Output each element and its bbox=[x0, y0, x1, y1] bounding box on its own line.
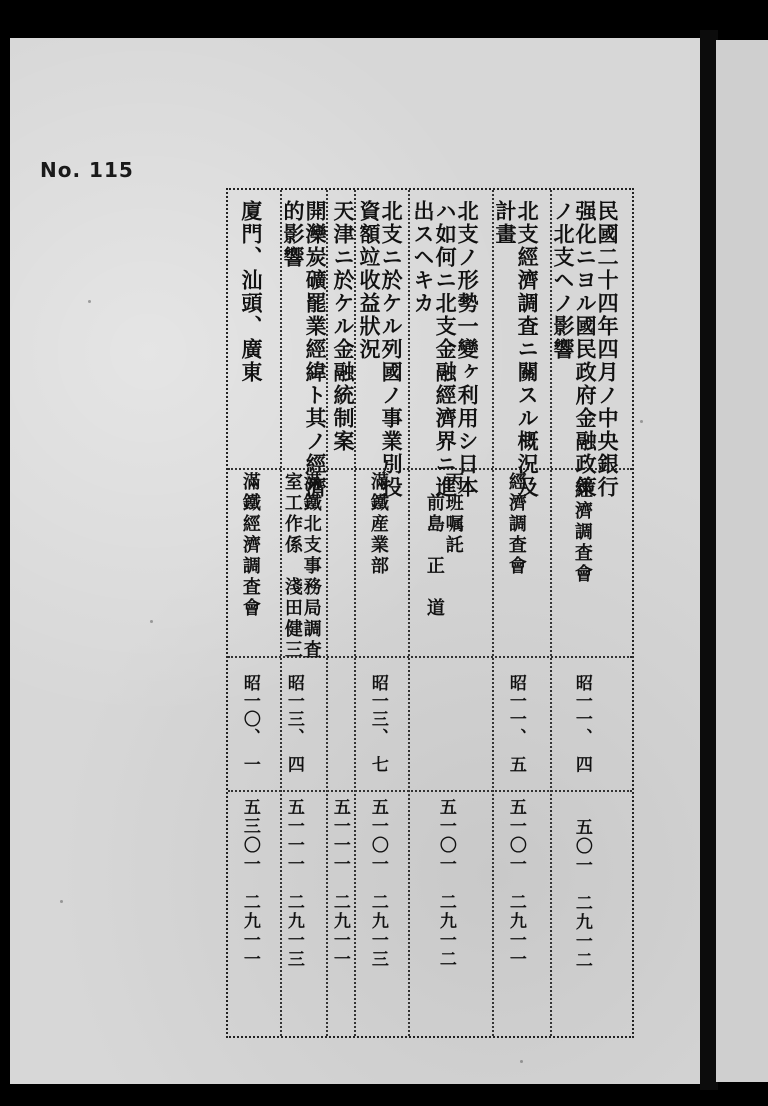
entry-3-title: 北支ノ形勢一變ヶ利用シ日本 ハ如何ニ北支金融經濟界ニ進 出スヘキカ bbox=[411, 200, 481, 499]
entry-3-author: 丙班嘱託 前島 正 道 bbox=[423, 472, 464, 619]
entry-6-author: 滿鐵北支事務局調査 室工作係 淺田健三 bbox=[281, 472, 322, 661]
paper-speck bbox=[150, 620, 153, 623]
entry-1-author: 經濟調査會 bbox=[571, 480, 593, 585]
entry-2-title: 北支經濟調査ニ關スル概況及 計畫 bbox=[493, 200, 541, 499]
entry-4-call-number: 五一〇一 二九一三 bbox=[367, 798, 388, 969]
entry-7-call-number: 五三〇一 二九一一 bbox=[239, 798, 260, 969]
entry-1-call-number: 五〇一 二九一二 bbox=[571, 818, 592, 970]
entry-2-call-number: 五一〇一 二九一一 bbox=[505, 798, 526, 969]
entry-3-call-number: 五一〇一 二九一二 bbox=[435, 798, 456, 969]
row-divider-date-number bbox=[228, 790, 632, 792]
entry-6-call-number: 五一一一 二九一三 bbox=[283, 798, 304, 969]
entry-2-author: 經濟調査會 bbox=[505, 472, 527, 577]
entry-6-date: 昭一三、 四 bbox=[283, 674, 304, 774]
entry-7-author: 滿鐵經濟調査會 bbox=[239, 472, 261, 619]
entry-4-title: 北支ニ於ケル列國ノ事業別投 資額竝收益狀況 bbox=[357, 200, 405, 499]
paper-speck bbox=[520, 1060, 523, 1063]
entry-5-call-number: 五一一一 二九一一 bbox=[329, 798, 350, 969]
paper-speck bbox=[640, 420, 643, 423]
row-divider-title-org bbox=[228, 468, 632, 470]
catalog-table bbox=[226, 188, 634, 1038]
entry-6-title: 開灤炭礦罷業經緯ト其ノ經濟 的影響 bbox=[281, 200, 329, 499]
entry-5-title: 天津ニ於ケル金融統制案 bbox=[331, 200, 357, 453]
entry-4-author: 滿鐵産業部 bbox=[367, 472, 389, 577]
entry-1-date: 昭一一、 四 bbox=[571, 674, 592, 774]
entry-7-date: 昭一〇、 一 bbox=[239, 674, 260, 774]
page-number: No. 115 bbox=[40, 158, 134, 182]
entry-1-title: 民國二十四年四月ノ中央銀行 强化ニヨル國民政府金融政策 ノ北支ヘノ影響 bbox=[551, 200, 621, 499]
column-divider bbox=[408, 190, 410, 1036]
next-page-edge bbox=[716, 40, 768, 1082]
entry-7-title: 廈門、汕頭、廣東 bbox=[239, 200, 265, 384]
entry-4-date: 昭一三、 七 bbox=[367, 674, 388, 774]
paper-speck bbox=[60, 900, 63, 903]
paper-speck bbox=[88, 300, 91, 303]
entry-2-date: 昭一一、 五 bbox=[505, 674, 526, 774]
